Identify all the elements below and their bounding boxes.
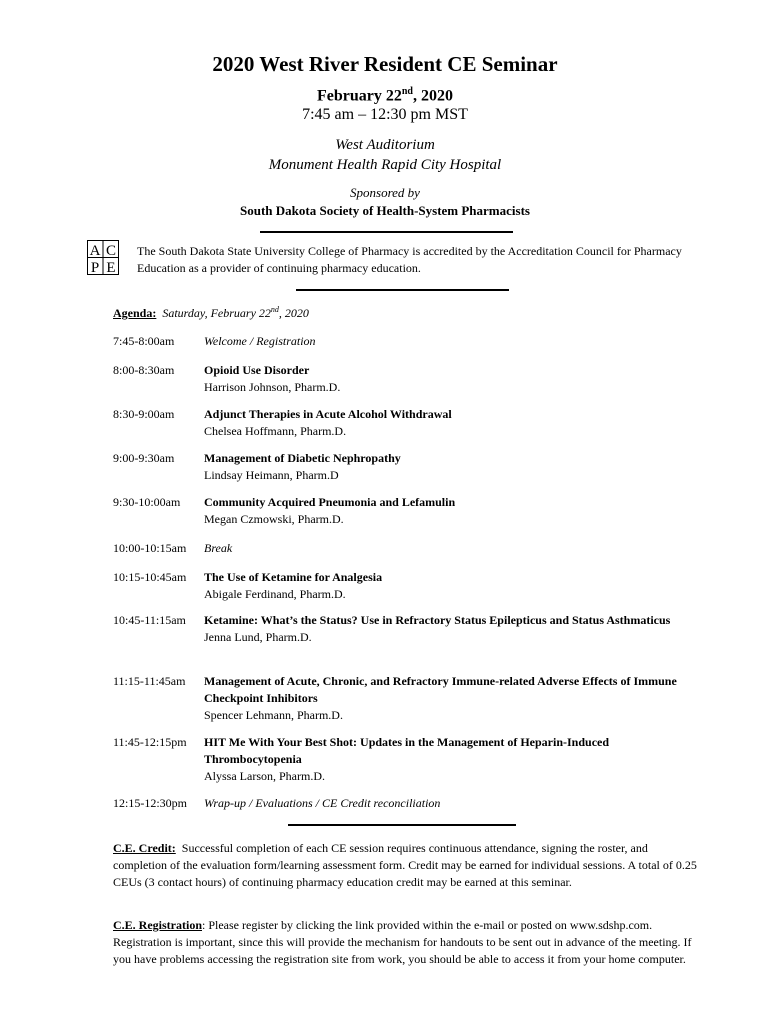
ce-credit-label: C.E. Credit:: [113, 841, 176, 855]
agenda-speaker: Lindsay Heimann, Pharm.D: [204, 468, 339, 482]
agenda-time: 10:15-10:45am: [113, 570, 187, 584]
agenda-time: 11:15-11:45am: [113, 674, 186, 688]
agenda-title: Ketamine: What’s the Status? Use in Refractory Status Epilepticus and Status Asthmaticus: [204, 613, 671, 627]
agenda-day-suffix: nd: [270, 305, 279, 314]
date-suffix: nd: [401, 86, 413, 97]
ce-registration-section: [113, 917, 703, 968]
agenda-speaker: Jenna Lund, Pharm.D.: [204, 630, 312, 644]
agenda-speaker: Chelsea Hoffmann, Pharm.D.: [204, 424, 347, 438]
date-main: February 22: [317, 87, 402, 105]
svg-text:A: A: [89, 243, 101, 259]
agenda-title: Management of Acute, Chronic, and Refractory Immune-related Adverse Effects of Immune Checkpoint Inhibitors: [204, 674, 677, 705]
agenda-heading: [113, 305, 309, 321]
acpe-logo: [87, 240, 121, 276]
ce-registration-text: : Please register by clicking the link provided within the e-mail or posted on www.sdshp.com. Registration is important, since this will provide the mechanism for handouts to be sent out in advance of the meeting. If you have problems accessing the registration site from work, you should be able to access it from your home computer.: [113, 918, 692, 966]
page-title: 2020 West River Resident CE Seminar: [212, 52, 558, 76]
agenda-time: 9:30-10:00am: [113, 495, 181, 509]
agenda-day: Saturday, February 22: [162, 306, 271, 320]
ce-registration-label: C.E. Registration: [113, 918, 202, 932]
date-year: , 2020: [413, 87, 453, 105]
event-date: [0, 86, 770, 105]
venue-room: West Auditorium: [335, 137, 435, 153]
sponsored-by-label: Sponsored by: [350, 185, 420, 200]
agenda-time: 10:45-11:15am: [113, 613, 186, 627]
svg-text:P: P: [90, 260, 100, 276]
ce-credit-section: [113, 840, 703, 891]
divider: [260, 231, 513, 233]
agenda-time: 7:45-8:00am: [113, 334, 175, 348]
agenda-title: Welcome / Registration: [204, 334, 316, 348]
event-time: 7:45 am – 12:30 pm MST: [302, 106, 468, 123]
agenda-speaker: Alyssa Larson, Pharm.D.: [204, 769, 325, 783]
agenda-year: , 2020: [278, 306, 309, 320]
agenda-label: Agenda:: [113, 306, 157, 320]
venue-hospital: Monument Health Rapid City Hospital: [268, 157, 502, 173]
sponsor-name: South Dakota Society of Health-System Pharmacists: [240, 203, 530, 218]
svg-text:E: E: [106, 260, 116, 276]
agenda-time: 11:45-12:15pm: [113, 735, 187, 749]
agenda-speaker: Harrison Johnson, Pharm.D.: [204, 380, 341, 394]
agenda-speaker: Megan Czmowski, Pharm.D.: [204, 512, 344, 526]
agenda-title: The Use of Ketamine for Analgesia: [204, 570, 383, 584]
divider: [288, 824, 516, 826]
accreditation-statement: The South Dakota State University College of Pharmacy is accredited by the Accreditation Council for Pharmacy Education as a provider of continuing pharmacy education.: [137, 244, 682, 275]
agenda-time: 8:00-8:30am: [113, 363, 175, 377]
agenda-speaker: Abigale Ferdinand, Pharm.D.: [204, 587, 346, 601]
agenda-title: Management of Diabetic Nephropathy: [204, 451, 401, 465]
agenda-title: Community Acquired Pneumonia and Lefamulin: [204, 495, 456, 509]
agenda-time: 12:15-12:30pm: [113, 796, 187, 810]
ce-credit-text: Successful completion of each CE session requires continuous attendance, signing the roster, and completion of the evaluation form/learning assessment form. Credit may be earned for individual sessions. A total of 0.25 CEUs (3 contact hours) of continuing pharmacy education credit may be earned at this seminar.: [113, 841, 697, 889]
agenda-speaker: Spencer Lehmann, Pharm.D.: [204, 708, 343, 722]
agenda-title: Opioid Use Disorder: [204, 363, 310, 377]
agenda-title: Adjunct Therapies in Acute Alcohol Withdrawal: [204, 407, 452, 421]
agenda-title: Break: [204, 541, 233, 555]
divider: [296, 289, 509, 291]
svg-text:C: C: [105, 243, 117, 259]
agenda-time: 9:00-9:30am: [113, 451, 175, 465]
agenda-title: Wrap-up / Evaluations / CE Credit reconciliation: [204, 796, 441, 810]
agenda-time: 10:00-10:15am: [113, 541, 187, 555]
agenda-time: 8:30-9:00am: [113, 407, 175, 421]
agenda-title: HIT Me With Your Best Shot: Updates in the Management of Heparin-Induced Thrombocytopenia: [204, 735, 610, 766]
